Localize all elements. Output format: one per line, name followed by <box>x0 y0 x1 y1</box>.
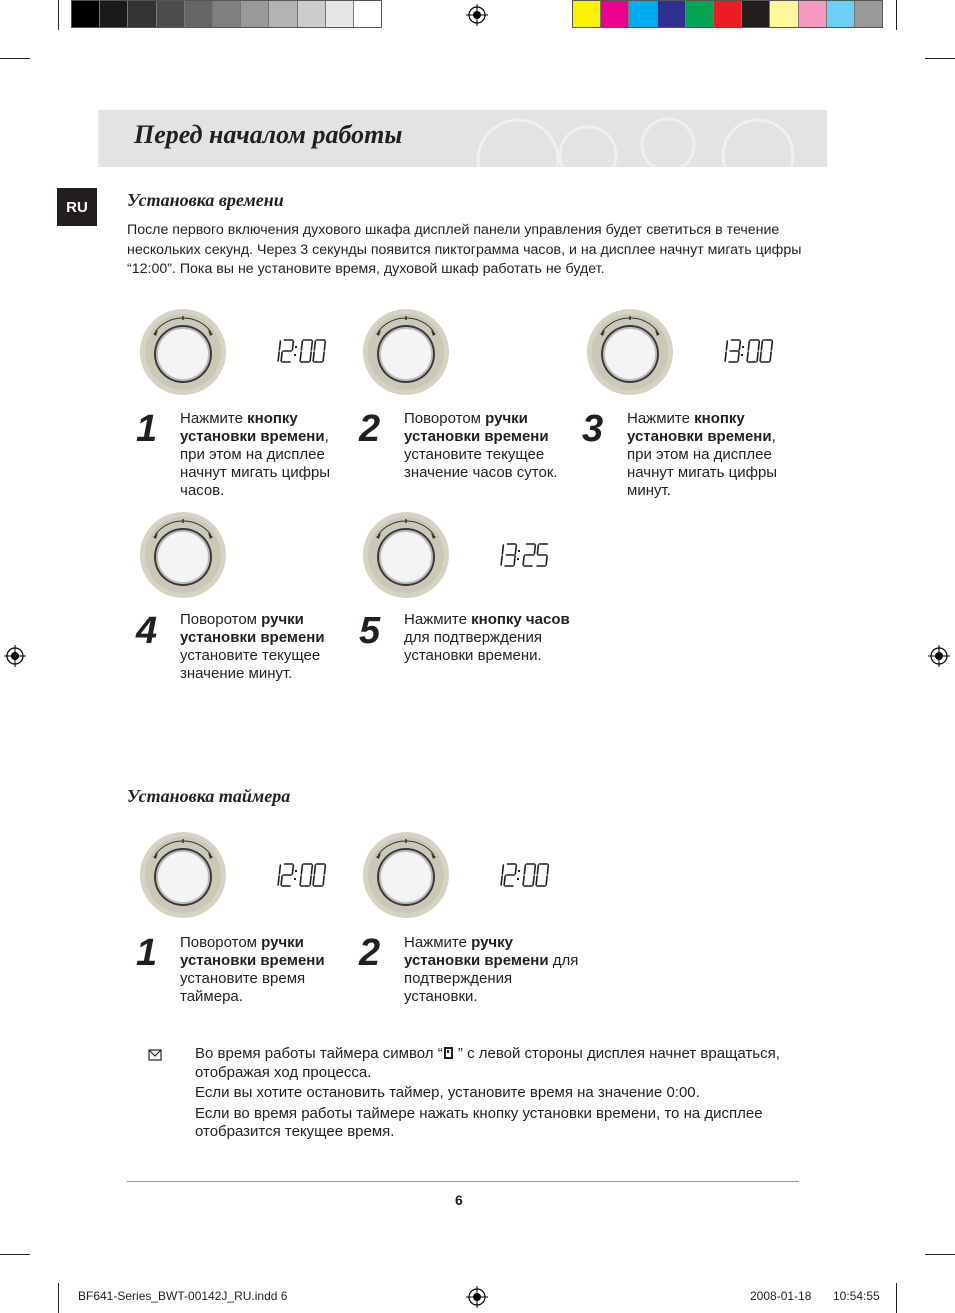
step-text-pre: Поворотом <box>404 410 486 427</box>
color-swatch <box>573 1 601 27</box>
grayscale-bar <box>71 0 382 28</box>
timer-section-title: Установка таймера <box>127 786 291 806</box>
display-readout <box>489 542 549 568</box>
footer-file: BF641-Series_BWT-00142J_RU.indd 6 <box>78 1289 288 1303</box>
display-readout <box>713 338 773 364</box>
crop-mark <box>896 1283 897 1313</box>
knob-icon <box>139 511 227 599</box>
step-text <box>180 611 355 683</box>
crop-mark <box>896 0 897 30</box>
step-text <box>404 934 579 1006</box>
step-text-post: , при этом на дисплее начнут мигать цифры минут. <box>627 428 778 499</box>
crop-mark <box>0 58 30 59</box>
step-text-post: установите время таймера. <box>180 970 306 1005</box>
timer-note <box>195 1045 825 1144</box>
step-number: 1 <box>136 408 158 450</box>
step-text <box>180 934 355 1006</box>
color-swatch <box>601 1 629 27</box>
color-swatch <box>128 1 156 27</box>
color-swatch <box>354 1 381 27</box>
step-text <box>180 410 355 500</box>
step-text-bold: ручки установки времени <box>180 934 325 969</box>
crop-mark <box>58 0 59 30</box>
knob-icon <box>362 511 450 599</box>
step-text-post: для подтверждения установки времени. <box>404 629 542 664</box>
footer-time: 10:54:55 <box>833 1289 880 1303</box>
registration-mark-icon <box>466 1286 488 1308</box>
note-line2: Если вы хотите остановить таймер, установите время на значение 0:00. <box>195 1084 700 1101</box>
knob-icon <box>139 831 227 919</box>
step-text-pre: Поворотом <box>180 611 262 628</box>
time-section-title: Установка времени <box>127 190 284 210</box>
knob-icon <box>139 308 227 396</box>
color-swatch <box>269 1 297 27</box>
step-text-pre: Нажмите <box>404 934 472 951</box>
color-swatch <box>213 1 241 27</box>
knob-icon <box>362 308 450 396</box>
page-title: Перед началом работы <box>134 120 403 149</box>
tomato-watermark-icon <box>458 110 827 167</box>
step-text-post: для подтверждения установки. <box>404 952 579 1005</box>
display-readout <box>266 862 326 888</box>
crop-mark <box>0 1254 30 1255</box>
color-swatch <box>241 1 269 27</box>
crop-mark <box>58 1283 59 1313</box>
step-text-bold: ручки установки времени <box>404 410 549 445</box>
knob-icon <box>586 308 674 396</box>
color-swatch <box>855 1 882 27</box>
step-text-post: , при этом на дисплее начнут мигать цифры часов. <box>180 428 331 499</box>
step-number: 1 <box>136 932 158 974</box>
color-swatch <box>799 1 827 27</box>
color-swatch <box>157 1 185 27</box>
registration-mark-icon <box>928 645 950 667</box>
color-swatch <box>72 1 100 27</box>
step-text <box>404 611 579 665</box>
step-text-bold: ручку установки времени <box>404 934 549 969</box>
crop-mark <box>925 58 955 59</box>
step-text-pre: Нажмите <box>627 410 695 427</box>
color-swatch <box>185 1 213 27</box>
color-swatch <box>658 1 686 27</box>
color-swatch <box>298 1 326 27</box>
step-text-pre: Нажмите <box>180 410 248 427</box>
color-swatch <box>742 1 770 27</box>
step-text-pre: Нажмите <box>404 611 472 628</box>
color-swatch <box>686 1 714 27</box>
step-text <box>404 410 579 482</box>
display-readout <box>266 338 326 364</box>
footer-date: 2008-01-18 <box>750 1289 812 1303</box>
time-section-intro: После первого включения духового шкафа дисплей панели управления будет светиться в течение нескольких секунд. Через 3 секунды появится пиктограмма часов, и на дисплее начнут мигать цифры “12:00”. Пока вы не установите время, духовой шкаф работать не будет. <box>127 222 802 277</box>
note-line1-pre: Во время работы таймера символ “ <box>195 1045 443 1062</box>
note-line1-post: ” с левой стороны дисплея начнет вращаться, отображая ход процесса. <box>195 1045 780 1081</box>
color-bar <box>572 0 883 28</box>
step-text-bold: кнопку установки времени <box>180 410 325 445</box>
step-number: 5 <box>359 610 381 652</box>
step-text-post: установите текущее значение минут. <box>180 647 321 682</box>
step-number: 4 <box>136 610 158 652</box>
display-readout <box>489 862 549 888</box>
step-text-bold: кнопку часов <box>471 611 570 628</box>
language-badge: RU <box>57 188 97 226</box>
step-number: 2 <box>359 932 381 974</box>
registration-mark-icon <box>4 645 26 667</box>
step-text-post: установите текущее значение часов суток. <box>404 446 558 481</box>
step-number: 2 <box>359 408 381 450</box>
step-text-bold: ручки установки времени <box>180 611 325 646</box>
step-text-bold: кнопку установки времени <box>627 410 772 445</box>
page-header <box>98 110 827 167</box>
registration-mark-icon <box>466 4 488 26</box>
color-swatch <box>714 1 742 27</box>
color-swatch <box>770 1 798 27</box>
step-number: 3 <box>582 408 604 450</box>
crop-mark <box>925 1254 955 1255</box>
knob-icon <box>362 831 450 919</box>
color-swatch <box>827 1 855 27</box>
note-icon <box>148 1049 162 1061</box>
page-number: 6 <box>455 1192 463 1208</box>
color-swatch <box>100 1 128 27</box>
step-text <box>627 410 802 500</box>
step-text-pre: Поворотом <box>180 934 262 951</box>
timer-symbol-icon <box>443 1046 454 1060</box>
footer-divider <box>127 1181 799 1182</box>
color-swatch <box>629 1 657 27</box>
color-swatch <box>326 1 354 27</box>
note-line3: Если во время работы таймере нажать кнопку установки времени, то на дисплее отобразится текущее время. <box>195 1104 763 1140</box>
